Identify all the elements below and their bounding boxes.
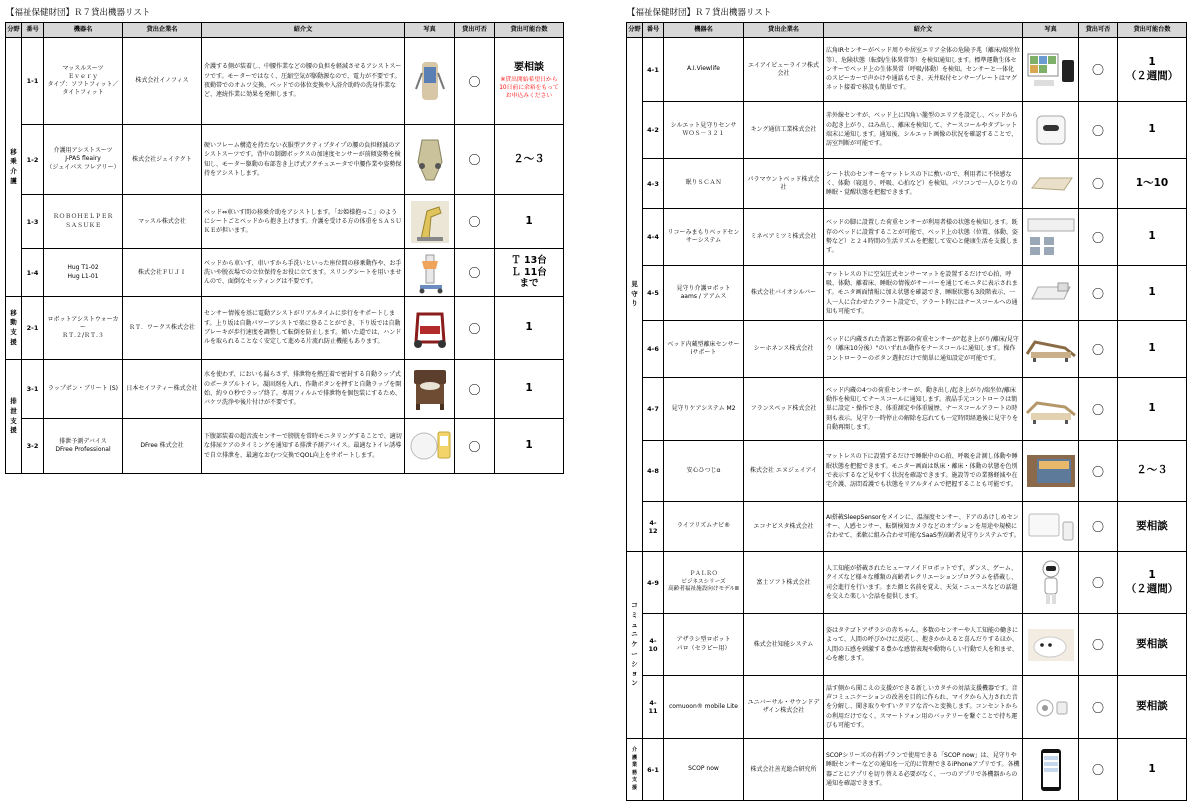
- device-description: 人工知能が搭載されたヒューマノイドロボットです。ダンス、ゲーム、クイズなど様々な種類の高齢者レクリエーションプログラムを搭載し、司会進行を行います。また顔と名前を覚え、天気・ニュースなどの話題を交えた楽しい会話を提供します。: [824, 552, 1023, 614]
- header-device: 機器名: [664, 23, 744, 38]
- header-number: 番号: [22, 23, 44, 38]
- device-name: ロボットアシストウォーカー ＲＴ.２/ＲＴ.３: [44, 297, 123, 360]
- available-count: 要相談: [1118, 676, 1187, 739]
- available-count: 1: [1118, 739, 1187, 801]
- table-row: [6, 419, 564, 474]
- company-name: 富士ソフト株式会社: [744, 552, 824, 614]
- device-description: ベッドの脚に設置した荷重センサーが利用者様の状態を検知します。既存のベッドに設置することが可能で、ベッド上の状態（位置、体動、姿勢など）と２４時間の生活リズムを把握して安心と健康生活を支援します。: [824, 209, 1023, 266]
- company-name: 株式会社ＦＵＪＩ: [123, 249, 202, 297]
- header-number: 番号: [643, 23, 664, 38]
- right-page-title: 【福祉保健財団】Ｒ７貸出機器リスト: [627, 8, 772, 18]
- category-cell: 見守り: [627, 38, 643, 552]
- company-name: 株式会社知能システム: [744, 614, 824, 676]
- table-header-row: [627, 23, 1187, 38]
- available-count: ２～３: [1118, 441, 1187, 502]
- table-row: [627, 502, 1187, 552]
- company-name: エコナビスタ株式会社: [744, 502, 824, 552]
- device-name: マッスルスーツ Ｅｖｅｒｙ タイプ：ソフトフィット／タイトフィット: [44, 38, 123, 125]
- device-description: ベッド⇔車いす間の移乗介助をアシストします。「お姫様抱っこ」のようにシートごとベッドから抱き上げます。介護を受ける方の体重をＳＡＳＵＫＥが担います。: [202, 195, 405, 249]
- device-name: 排泄予測デバイス DFree Professional: [44, 419, 123, 474]
- available-count: 1: [495, 195, 564, 249]
- available-count: ２～３: [495, 125, 564, 195]
- header-count: 貸出可能台数: [1118, 23, 1187, 38]
- availability-mark: 〇: [1079, 552, 1118, 614]
- device-name: ラップポン・ブリート (S): [44, 360, 123, 419]
- table-row: [627, 209, 1187, 266]
- header-category: 分野: [627, 23, 643, 38]
- row-number: 1-4: [22, 249, 44, 297]
- device-description: マットレスの下に設置するだけで睡眠中の心拍、呼吸を計測し体動や睡眠状態を把握できます。モニター画面は臥床・離床・体動の状態を色別で表示するなど見やすく状況を確認できます。施設等での業務軽減や在宅介護、訪問看護でも状態をリアルタイムで把握することも可能です。: [824, 441, 1023, 502]
- row-number: 4-7: [643, 378, 664, 441]
- company-name: フランスベッド株式会社: [744, 378, 824, 441]
- left-device-table: [5, 22, 564, 474]
- availability-mark: 〇: [1079, 676, 1118, 739]
- device-name: シルエット見守りセンサ ＷＯＳ－３２１: [664, 102, 744, 159]
- row-number: 3-2: [22, 419, 44, 474]
- table-row: [627, 614, 1187, 676]
- company-name: ＲＴ．ワークス株式会社: [123, 297, 202, 360]
- device-photo: [405, 249, 455, 297]
- available-count: 1～10: [1118, 159, 1187, 209]
- availability-mark: 〇: [455, 195, 495, 249]
- device-photo: [1023, 614, 1079, 676]
- company-name: ミネベアミツミ株式会社: [744, 209, 824, 266]
- available-count: 1: [1118, 378, 1187, 441]
- device-photo: [1023, 676, 1079, 739]
- table-row: [627, 441, 1187, 502]
- device-description: ベッド内蔵の4つの荷重センサーが、動き出し/起き上がり/端坐位/離床動作を検知してナースコールに通知します。液晶手元コントローラは簡単に設定・操作でき、体重測定や体重履歴、ナースコールアラートの時刻も表示。見守り一時停止の解除を忘れても一定時間経過後に見守りを自動再開します。: [824, 378, 1023, 441]
- available-count: 要相談: [1118, 614, 1187, 676]
- company-name: 株式会社イノフィス: [123, 38, 202, 125]
- device-photo: [1023, 102, 1079, 159]
- company-name: 株式会社バイオシルバー: [744, 266, 824, 321]
- device-photo: [1023, 378, 1079, 441]
- table-row: [627, 321, 1187, 378]
- device-name: 介護用アシストスーツ J-PAS fleairy （ジェイパス フレアリー）: [44, 125, 123, 195]
- device-name: リコーみまもりベッドセンサーシステム: [664, 209, 744, 266]
- category-cell: 介護業務支援: [627, 739, 643, 801]
- device-description: ベッドから車いす、車いすから手洗いといった座位間の移乗動作や、お手洗いや脱衣場での立位保持をお役に立てます。スリングシートを用いませんので、面倒なセッティングは不要です。: [202, 249, 405, 297]
- row-number: 2-1: [22, 297, 44, 360]
- availability-mark: 〇: [1079, 209, 1118, 266]
- availability-mark: 〇: [1079, 321, 1118, 378]
- row-number: 6-1: [643, 739, 664, 801]
- device-name: 安心ひつじα: [664, 441, 744, 502]
- device-photo: [1023, 38, 1079, 102]
- device-description: 話す側から聞こえの支援ができる新しいカタチの対話支援機器です。音声コミュニケーションの改善を目的に作られ、マイクから入力された音を分解し、聞き取りやすいクリアな音へと変換します。コンセントからの利用だけでなく、スマートフォン用のバッテリーを繋ぐことで持ち運びも可能です。: [824, 676, 1023, 739]
- company-name: DFree 株式会社: [123, 419, 202, 474]
- available-count: 1: [1118, 321, 1187, 378]
- row-number: 4-12: [643, 502, 664, 552]
- device-description: ベッドに内蔵された背部と臀部の荷重センサーが"起き上がり/離床/見守り（離床10分後）"のいずれか動作をナースコールに通知します。操作コントローラーのボタン選択だけで簡単に通知設定が可能です。: [824, 321, 1023, 378]
- header-photo: 写真: [405, 23, 455, 38]
- device-description: 下腹部装着の超音波センサーで膀胱を常時モニタリングすることで、適切な排尿ケアのタイミングを通知する排泄予測デバイス。最適なトイレ誘導で自立排泄を、最適なおむつ交換でQOL向上をサポートします。: [202, 419, 405, 474]
- availability-mark: 〇: [1079, 102, 1118, 159]
- company-name: シーホネンス株式会社: [744, 321, 824, 378]
- row-number: 4-9: [643, 552, 664, 614]
- availability-mark: 〇: [1079, 266, 1118, 321]
- device-name: ライフリズムナビ®: [664, 502, 744, 552]
- header-availability: 貸出可否: [1079, 23, 1118, 38]
- availability-mark: 〇: [1079, 159, 1118, 209]
- device-name: 眠りＳＣＡＮ: [664, 159, 744, 209]
- availability-mark: 〇: [455, 360, 495, 419]
- device-photo: [1023, 502, 1079, 552]
- company-name: 株式会社善光総合研究所: [744, 739, 824, 801]
- device-description: 広角IRセンサーがベッド周りや居室エリア全体の危険予兆（離床/端坐位等）、危険状態（転倒/生体異常等）を検知通知します。標準運動生体センサーでベッド上の生体異常（呼吸/体動）を検知。センサーと一体化のスピーカーで声かけや通話もでき、天井取付センサープレートはマグネット接着で移設も簡単です。: [824, 38, 1023, 102]
- table-row: [6, 195, 564, 249]
- device-description: センサー情報を基に電動アシストがリアルタイムに歩行をサポートします。上り坂は自動パワーアシストで楽に登ることができ、下り坂では自動ブレーキが歩行速度を調整して転倒を防止します。傾いた道では、ハンドルを取られることなく安定して進める片流れ防止機能もあります。: [202, 297, 405, 360]
- company-name: パラマウントベッド株式会社: [744, 159, 824, 209]
- row-number: 4-4: [643, 209, 664, 266]
- device-description: 姿はタテゴトアザラシの赤ちゃん。多数のセンサーや人工知能の働きによって、人間の呼びかけに反応し、抱きかかえると喜んだりするほか、人間の五感を刺激する豊かな感情表現や動物らしい行動で人を和ませ、心を癒します。: [824, 614, 1023, 676]
- table-row: [627, 159, 1187, 209]
- available-count: 1: [1118, 102, 1187, 159]
- reservation-note: ※貸出開始希望日から10日前に余裕をもってお申込みください: [499, 77, 559, 99]
- device-name: SCOP now: [664, 739, 744, 801]
- device-name: comuoon® mobile Lite: [664, 676, 744, 739]
- company-name: ユニバーサル・サウンドデザイン株式会社: [744, 676, 824, 739]
- device-photo: [1023, 441, 1079, 502]
- available-count: 1: [1118, 266, 1187, 321]
- table-header-row: [6, 23, 564, 38]
- available-count: 1: [495, 419, 564, 474]
- row-number: 4-3: [643, 159, 664, 209]
- company-name: キング通信工業株式会社: [744, 102, 824, 159]
- device-description: AI搭載SleepSensorをメインに、温湿度センサー、ドアのあけしめセンサー、人感センサー、転倒検知カメラなどのオプションを用途や規模に合わせて、柔軟に組み合わせ可能なSaaS型高齢者見守りシステムです。: [824, 502, 1023, 552]
- header-description: 紹介文: [824, 23, 1023, 38]
- available-count: 要相談: [1118, 502, 1187, 552]
- device-description: マットレスの下に空気圧式センサーマットを設置するだけで心拍、呼吸、体動、離着床、睡眠の情報がサーバーを通じてモニタに表示されます。モニタ画面情報に加え状態を確認でき、睡眠状態も3段階表示、一人一人に合わせたアラート設定で、アラート時にはナースコールへの通知も可能です。: [824, 266, 1023, 321]
- device-name: ＰＡＬＲＯ ビジネスシリーズ 高齢者福祉施設向けモデルⅢ: [664, 552, 744, 614]
- header-photo: 写真: [1023, 23, 1079, 38]
- device-name: ベッド内蔵型離床センサー iサポート: [664, 321, 744, 378]
- company-name: 日本セイフティー株式会社: [123, 360, 202, 419]
- availability-mark: 〇: [1079, 441, 1118, 502]
- category-cell: コミュニケーション: [627, 552, 643, 739]
- device-photo: [1023, 552, 1079, 614]
- company-name: 株式会社 エヌジェイアイ: [744, 441, 824, 502]
- device-description: 赤外線センサが、ベッド上に四角い籠型のエリアを設定し、ベッドからの起き上がり、はみ出し、離床を検知して、ナースコールやタブレット端末に通知します。通知後、シルエット画像の状況を確認することで、訪室判断が可能です。: [824, 102, 1023, 159]
- device-name: ＲＯＢＯＨＥＬＰＥＲ ＳＡＳＵＫＥ: [44, 195, 123, 249]
- availability-mark: 〇: [455, 419, 495, 474]
- category-cell: 移動支援: [6, 297, 22, 360]
- availability-mark: 〇: [1079, 614, 1118, 676]
- header-count: 貸出可能台数: [495, 23, 564, 38]
- available-count-value: 要相談: [514, 61, 544, 73]
- table-row: [627, 552, 1187, 614]
- device-photo: [405, 125, 455, 195]
- device-description: 水を使わず、においも漏らさず、排泄物を熱圧着で密封する自動ラップ式のポータブルトイレ。凝固剤を入れ、作動ボタンを押すと自動ラップを開始、約９０秒でラップ終了。専用フィルムで排泄物を個包装にするため、バケツ洗浄や後片付けが不要です。: [202, 360, 405, 419]
- table-row: [627, 378, 1187, 441]
- table-row: [627, 102, 1187, 159]
- availability-mark: 〇: [1079, 502, 1118, 552]
- available-count: 1: [1118, 209, 1187, 266]
- availability-mark: 〇: [455, 125, 495, 195]
- device-name: A.I.Viewlife: [664, 38, 744, 102]
- device-name: Hug T1-02 Hug L1-01: [44, 249, 123, 297]
- row-number: 4-10: [643, 614, 664, 676]
- device-photo: [1023, 266, 1079, 321]
- header-company: 貸出企業名: [744, 23, 824, 38]
- row-number: 1-3: [22, 195, 44, 249]
- available-count: 1 （２週間）: [1118, 552, 1187, 614]
- table-row: [6, 297, 564, 360]
- company-name: 株式会社ジェイテクト: [123, 125, 202, 195]
- device-photo: [405, 38, 455, 125]
- header-device: 機器名: [44, 23, 123, 38]
- available-count: 1: [495, 360, 564, 419]
- table-row: [6, 360, 564, 419]
- device-description: シート状のセンサーをマットレスの下に敷いので、利用者に不快感なく、体動（寝返り、呼吸、心拍など）を検知。パソコンで一人ひとりの睡眠・覚醒状態を把握できます。: [824, 159, 1023, 209]
- availability-mark: 〇: [455, 38, 495, 125]
- device-photo: [1023, 209, 1079, 266]
- device-photo: [1023, 321, 1079, 378]
- table-row: [627, 739, 1187, 801]
- available-count: [495, 38, 564, 125]
- availability-mark: 〇: [1079, 38, 1118, 102]
- row-number: 4-5: [643, 266, 664, 321]
- table-row: [6, 125, 564, 195]
- availability-mark: 〇: [1079, 378, 1118, 441]
- device-photo: [1023, 739, 1079, 801]
- device-photo: [1023, 159, 1079, 209]
- available-count: Ｔ 13台 Ｌ 11台 まで: [495, 249, 564, 297]
- device-name: 見守り介護ロボット aams / アアムス: [664, 266, 744, 321]
- header-company: 貸出企業名: [123, 23, 202, 38]
- header-availability: 貸出可否: [455, 23, 495, 38]
- row-number: 4-11: [643, 676, 664, 739]
- table-row: [6, 38, 564, 125]
- availability-mark: 〇: [1079, 739, 1118, 801]
- row-number: 3-1: [22, 360, 44, 419]
- table-row: [6, 249, 564, 297]
- device-name: アザラシ型ロボット パロ（セラピー用）: [664, 614, 744, 676]
- row-number: 1-2: [22, 125, 44, 195]
- row-number: 4-1: [643, 38, 664, 102]
- device-description: 介護する側が装着し、中腰作業などの腰の負担を軽減させるアシストスーツです。モーターではなく、圧縮空気が駆動源なので、電力が不要です。夜勤帯でのオムツ交換、ベッドでの体位変換や入浴介助時の洗身作業など、連続作業に効果を発揮します。: [202, 38, 405, 125]
- company-name: エイアイビューライフ株式会社: [744, 38, 824, 102]
- device-description: SCOPシリーズの有料プランで使用できる「SCOP now」は、見守りや睡眠センサーなどの通知を一元的に管理できるiPhoneアプリです。各機器ごとにアプリを切り替える必要がなく、一つのアプリで各機器からの通知を確認できます。: [824, 739, 1023, 801]
- available-count: 1 （２週間）: [1118, 38, 1187, 102]
- device-photo: [405, 360, 455, 419]
- row-number: 4-2: [643, 102, 664, 159]
- device-description: 硬いフレーム構造を持たない衣服型アクティブタイプの腰の負担軽減のアシストスーツです。背中の制御ボックスの加速度センサーが前傾姿勢を検知し、モーター駆動の布部巻き上げ式アクチュエータで中腰作業や姿勢保持をアシストします。: [202, 125, 405, 195]
- device-photo: [405, 297, 455, 360]
- device-photo: [405, 419, 455, 474]
- row-number: 4-8: [643, 441, 664, 502]
- table-row: [627, 266, 1187, 321]
- row-number: 4-6: [643, 321, 664, 378]
- right-device-table: [626, 22, 1187, 801]
- category-cell: 排泄支援: [6, 360, 22, 474]
- left-page-title: 【福祉保健財団】Ｒ７貸出機器リスト: [6, 8, 151, 18]
- table-row: [627, 38, 1187, 102]
- header-description: 紹介文: [202, 23, 405, 38]
- device-name: 見守りケアシステム M2: [664, 378, 744, 441]
- category-cell: 移乗介護: [6, 38, 22, 297]
- available-count: 1: [495, 297, 564, 360]
- availability-mark: 〇: [455, 297, 495, 360]
- row-number: 1-1: [22, 38, 44, 125]
- device-photo: [405, 195, 455, 249]
- availability-mark: 〇: [455, 249, 495, 297]
- table-row: [627, 676, 1187, 739]
- company-name: マッスル株式会社: [123, 195, 202, 249]
- header-category: 分野: [6, 23, 22, 38]
